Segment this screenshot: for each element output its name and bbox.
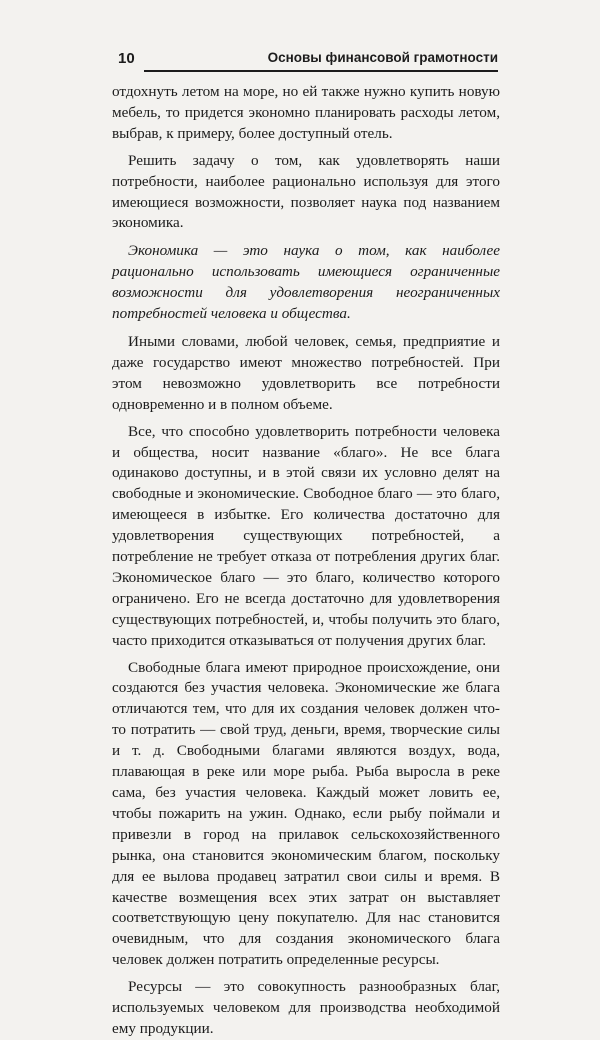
page-body [112, 82, 500, 1040]
paragraph: Свободные блага имеют природное происхождение, они создаются без участия человека. Экономические же блага отличаются тем, что для их создания человек должен что-то потратить — свой труд, деньги, время, творческие силы и т. д. Свободными благами являются воздух, вода, плавающая в реке или море рыба. Рыба выросла в реке сама, без участия человека. Каждый может ловить ее, чтобы пожарить на ужин. Однако, если рыбу поймали и привезли в город на прилавок сельскохозяйственного рынка, она становится экономическим благом, поскольку для ее вылова продавец затратил свои силы и время. В качестве возмещения всех этих затрат он выставляет соответствующую цену покупателю. Для нас становится очевидным, что для создания экономического блага человек должен потратить определенные ресурсы. [112, 658, 500, 969]
paragraph: Иными словами, любой человек, семья, предприятие и даже государство имеют множество потребностей. При этом невозможно удовлетворить все потребности одновременно и в полном объеме. [112, 332, 500, 413]
paragraph: отдохнуть летом на море, но ей также нужно купить новую мебель, то придется экономно планировать расходы летом, выбрав, к примеру, более доступный отель. [112, 83, 500, 142]
paragraph: Решить задачу о том, как удовлетворять наши потребности, наиболее рационально используя для этого имеющиеся возможности, позволяет наука под названием экономика. [112, 151, 500, 232]
page-header [118, 48, 498, 74]
paragraph: Ресурсы — это совокупность разнообразных благ, используемых человеком для производства необходимой ему продукции. [112, 978, 500, 1037]
running-title: Основы финансовой грамотности [267, 50, 498, 65]
page-number: 10 [118, 50, 135, 67]
header-rule [144, 70, 498, 72]
definition-paragraph: Экономика — это наука о том, как наиболее рационально использовать имеющиеся ограниченные возможности для удовлетворения неограниченных потребностей человека и общества. [112, 242, 500, 323]
paragraph: Все, что способно удовлетворить потребности человека и общества, носит название «благо». Не все блага одинаково доступны, и в этой связи их условно делят на свободные и экономические. Свободное благо — это благо, имеющееся в избытке. Его количества достаточно для удовлетворения существующих потребностей, а потребление не требует отказа от потребления других благ. Экономическое благо — это благо, количество которого ограничено. Его не всегда достаточно для удовлетворения существующих потребностей, и, чтобы получить это благо, часто приходится отказываться от получения других благ. [112, 422, 500, 649]
